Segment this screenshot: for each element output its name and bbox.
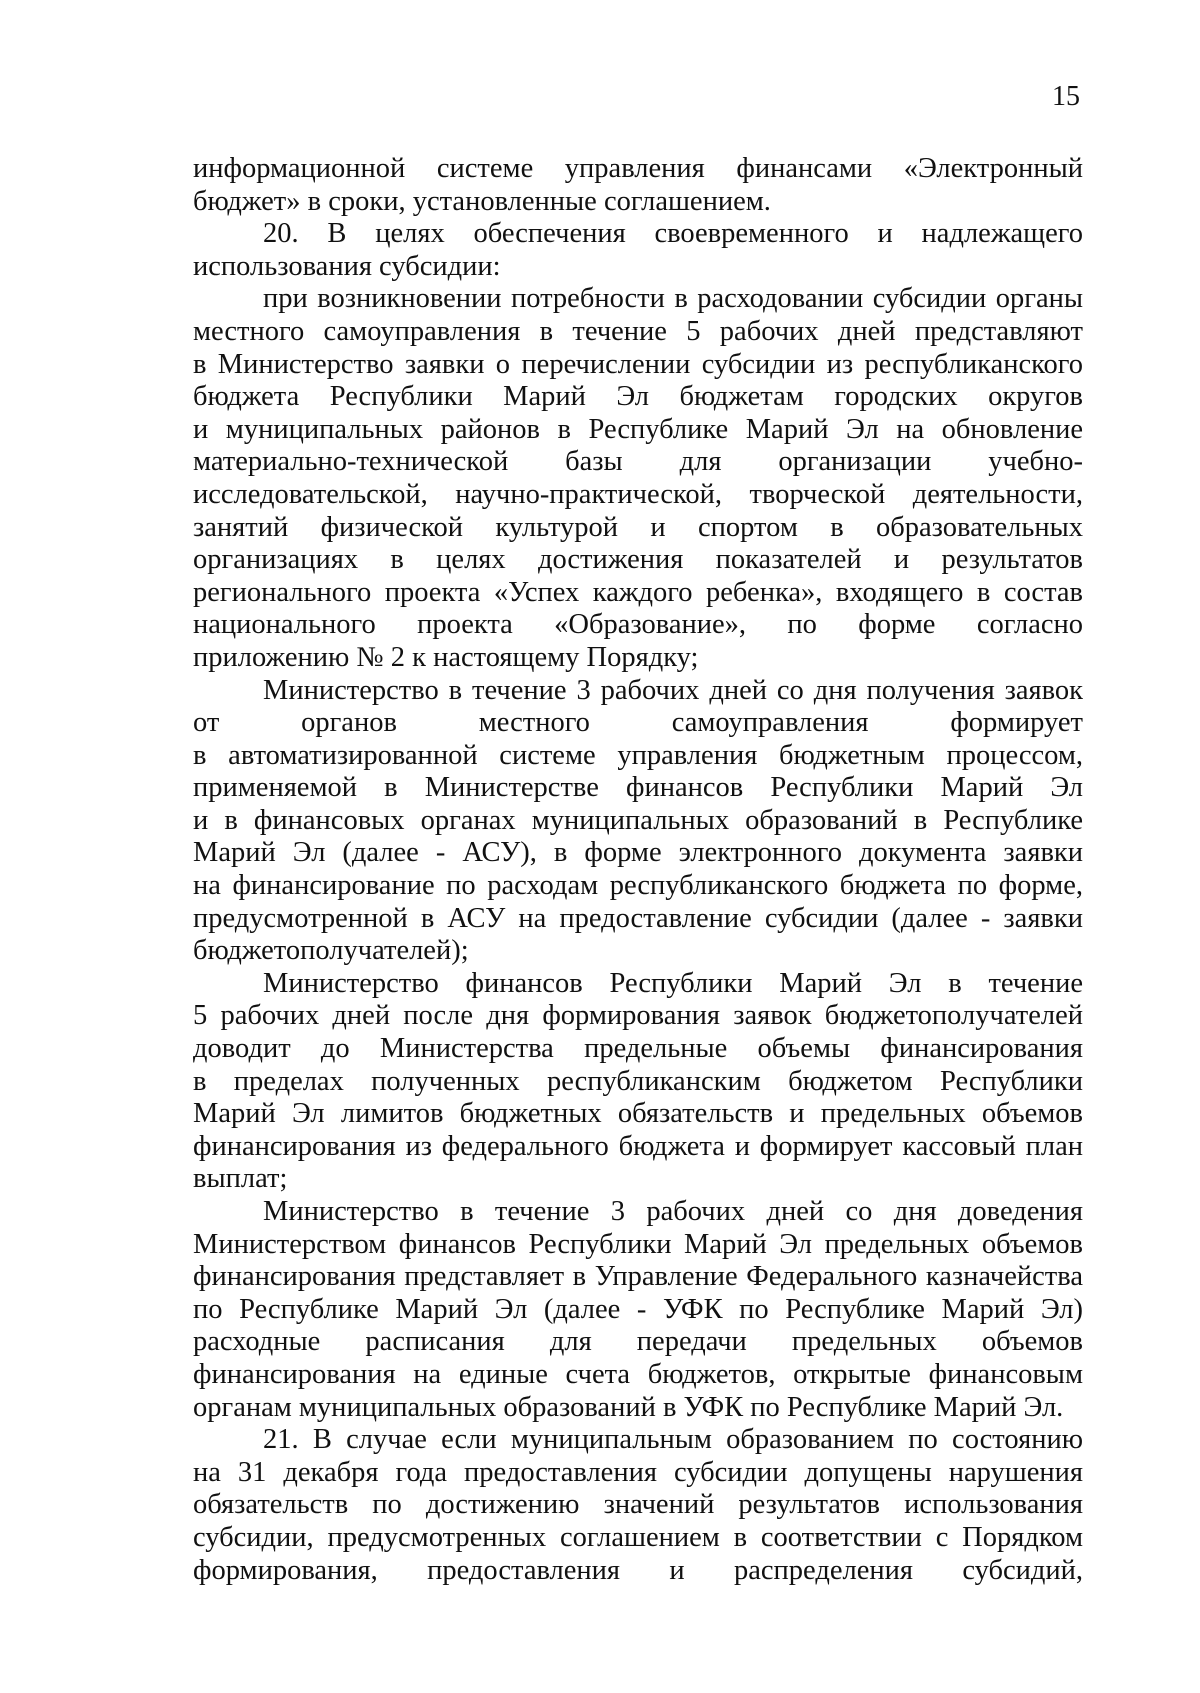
text-line: применяемой в Министерстве финансов Республики Марий Эл: [193, 772, 1083, 804]
text-line: материально-технической базы для организации учебно-: [193, 446, 1083, 478]
text-line: от органов местного самоуправления формирует: [193, 707, 1083, 739]
text-line: финансирования представляет в Управление Федерального казначейства: [193, 1261, 1083, 1293]
text-line: бюджета Республики Марий Эл бюджетам городских округов: [193, 381, 1083, 413]
text-line: Марий Эл лимитов бюджетных обязательств и предельных объемов: [193, 1098, 1083, 1130]
text-line: использования субсидии:: [193, 250, 501, 282]
text-line: по Республике Марий Эл (далее - УФК по Республике Марий Эл): [193, 1293, 1083, 1325]
text-line: субсидии, предусмотренных соглашением в соответствии с Порядком: [193, 1521, 1083, 1553]
text-line: на финансирование по расходам республиканского бюджета по форме,: [193, 870, 1083, 902]
paragraph-continuation: [193, 153, 1083, 218]
text-line: формирования, предоставления и распределения субсидий,: [193, 1554, 1083, 1586]
text-line: Министерство финансов Республики Марий Эл в течение: [263, 967, 1083, 999]
text-line: финансирования на единые счета бюджетов, открытые финансовым: [193, 1358, 1083, 1390]
paragraph-ministry-finance: [193, 968, 1083, 1196]
text-line: в Министерство заявки о перечислении субсидии из республиканского: [193, 348, 1083, 380]
text-line: бюджет» в сроки, установленные соглашением.: [193, 185, 771, 217]
text-line: предусмотренной в АСУ на предоставление субсидии (далее - заявки: [193, 902, 1083, 934]
text-line: национального проекта «Образование», по форме согласно: [193, 609, 1083, 641]
paragraph-item-20: [193, 218, 1083, 283]
text-line: и в финансовых органах муниципальных образований в Республике: [193, 804, 1083, 836]
text-line: Марий Эл (далее - АСУ), в форме электронного документа заявки: [193, 837, 1083, 869]
text-line: информационной системе управления финансами «Электронный: [193, 153, 1083, 184]
text-line: в автоматизированной системе управления бюджетным процессом,: [193, 739, 1083, 771]
text-line: финансирования из федерального бюджета и формирует кассовый план: [193, 1130, 1083, 1162]
text-line: в пределах полученных республиканским бюджетом Республики: [193, 1065, 1083, 1097]
document-body: [193, 153, 1083, 1587]
text-line: при возникновении потребности в расходовании субсидии органы: [263, 283, 1083, 315]
text-line: органам муниципальных образований в УФК по Республике Марий Эл.: [193, 1391, 1064, 1423]
page-number: 15: [1052, 81, 1080, 112]
text-line: регионального проекта «Успех каждого ребенка», входящего в состав: [193, 576, 1083, 608]
text-line: занятий физической культурой и спортом в образовательных: [193, 511, 1083, 543]
text-line: и муниципальных районов в Республике Марий Эл на обновление: [193, 413, 1083, 445]
paragraph-item-21: [193, 1424, 1083, 1587]
text-line: Министерством финансов Республики Марий Эл предельных объемов: [193, 1228, 1083, 1260]
text-line: исследовательской, научно-практической, творческой деятельности,: [193, 478, 1083, 510]
text-line: местного самоуправления в течение 5 рабочих дней представляют: [193, 315, 1083, 347]
text-line: на 31 декабря года предоставления субсидии допущены нарушения: [193, 1456, 1083, 1488]
paragraph-ministry-ufk: [193, 1196, 1083, 1424]
text-line: бюджетополучателей);: [193, 935, 469, 967]
paragraph-applications: [193, 283, 1083, 674]
text-line: Министерство в течение 3 рабочих дней со дня доведения: [263, 1196, 1083, 1227]
text-line: расходные расписания для передачи предельных объемов: [193, 1326, 1083, 1358]
text-line: выплат;: [193, 1163, 288, 1195]
text-line: 5 рабочих дней после дня формирования заявок бюджетополучателей: [193, 1000, 1083, 1032]
text-line: Министерство в течение 3 рабочих дней со дня получения заявок: [263, 674, 1083, 706]
text-line: 20. В целях обеспечения своевременного и надлежащего: [263, 218, 1083, 250]
text-line: 21. В случае если муниципальным образованием по состоянию: [263, 1424, 1083, 1456]
paragraph-ministry-asu: [193, 675, 1083, 968]
text-line: обязательств по достижению значений результатов использования: [193, 1489, 1083, 1521]
text-line: организациях в целях достижения показателей и результатов: [193, 544, 1083, 576]
text-line: приложению № 2 к настоящему Порядку;: [193, 641, 699, 673]
text-line: доводит до Министерства предельные объемы финансирования: [193, 1033, 1083, 1065]
